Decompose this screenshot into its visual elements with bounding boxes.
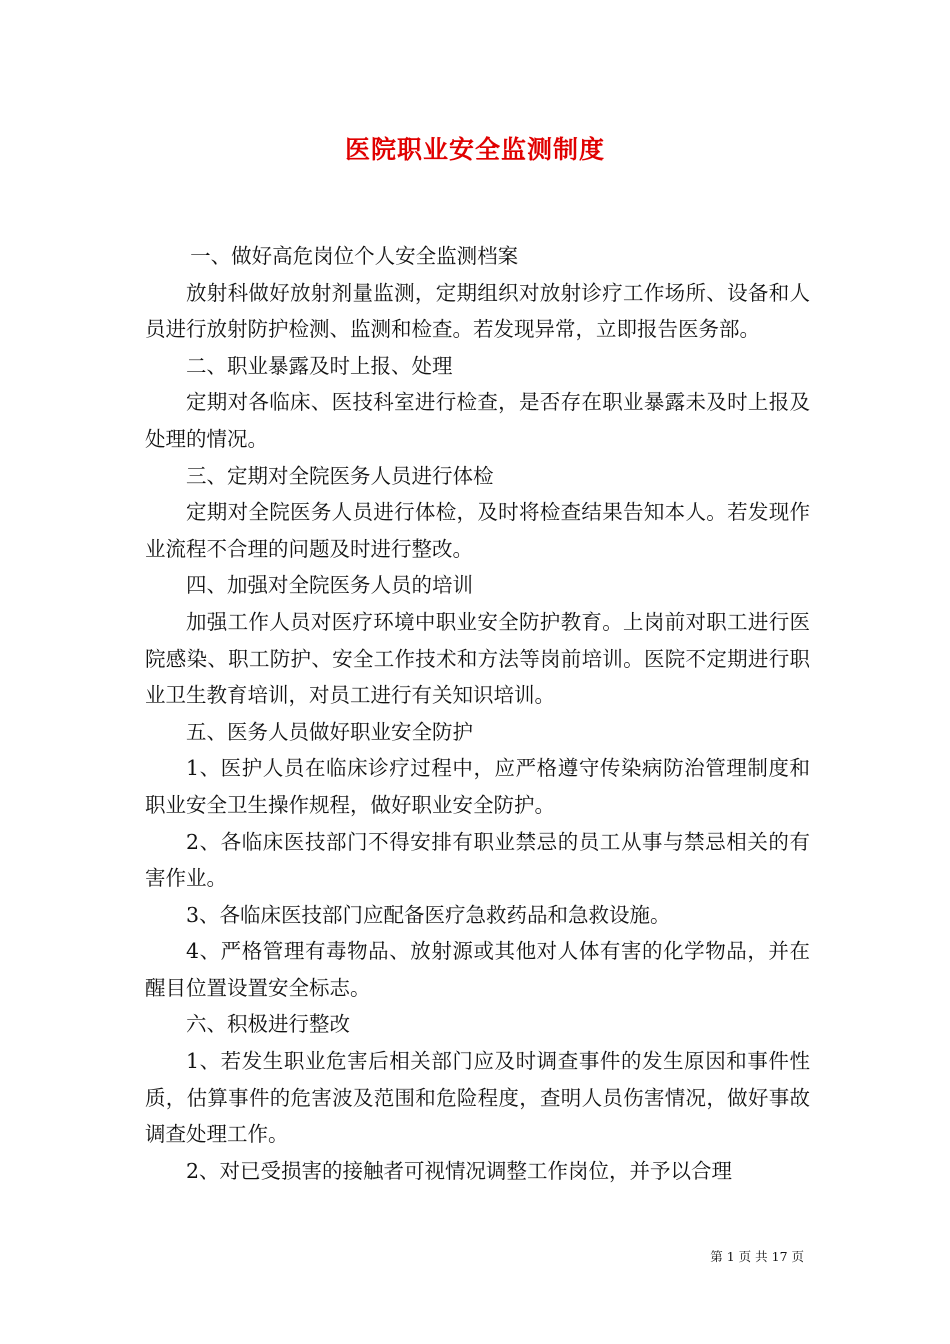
list-item: 3、各临床医技部门应配备医疗急救药品和急救设施。 bbox=[186, 902, 671, 927]
list-item: 2、对已受损害的接触者可视情况调整工作岗位，并予以合理 bbox=[186, 1158, 733, 1183]
list-item: 2、各临床医技部门不得安排有职业禁忌的员工从事与禁忌相关的有害作业。 bbox=[145, 829, 810, 891]
paragraph: 放射科做好放射剂量监测，定期组织对放射诊疗工作场所、设备和人员进行放射防护检测、监测和检查。若发现异常，立即报告医务部。 bbox=[145, 280, 810, 342]
section-heading: 四、加强对全院医务人员的培训 bbox=[186, 573, 473, 598]
document-body bbox=[145, 238, 810, 1189]
paragraph: 定期对各临床、医技科室进行检查，是否存在职业暴露未及时上报及处理的情况。 bbox=[145, 390, 810, 451]
section-heading: 一、做好高危岗位个人安全监测档案 bbox=[190, 244, 519, 268]
list-item: 1、若发生职业危害后相关部门应及时调查事件的发生原因和事件性质，估算事件的危害波及范围和危险程度，查明人员伤害情况，做好事故调查处理工作。 bbox=[145, 1049, 810, 1147]
section-heading: 三、定期对全院医务人员进行体检 bbox=[186, 463, 494, 488]
page-title: 医院职业安全监测制度 bbox=[344, 135, 605, 164]
paragraph: 加强工作人员对医疗环境中职业安全防护教育。上岗前对职工进行医院感染、职工防护、安全工作技术和方法等岗前培训。医院不定期进行职业卫生教育培训，对员工进行有关知识培训。 bbox=[145, 609, 810, 708]
paragraph: 定期对全院医务人员进行体检，及时将检查结果告知本人。若发现作业流程不合理的问题及时进行整改。 bbox=[145, 500, 810, 561]
section-heading: 五、医务人员做好职业安全防护 bbox=[186, 719, 473, 744]
list-item: 4、严格管理有毒物品、放射源或其他对人体有害的化学物品，并在醒目位置设置安全标志。 bbox=[145, 939, 810, 1000]
section-heading: 二、职业暴露及时上报、处理 bbox=[186, 353, 453, 378]
list-item: 1、医护人员在临床诊疗过程中，应严格遵守传染病防治管理制度和职业安全卫生操作规程，做好职业安全防护。 bbox=[145, 756, 810, 817]
section-heading: 六、积极进行整改 bbox=[186, 1012, 350, 1037]
page-number: 第 1 页 共 17 页 bbox=[710, 1249, 804, 1264]
